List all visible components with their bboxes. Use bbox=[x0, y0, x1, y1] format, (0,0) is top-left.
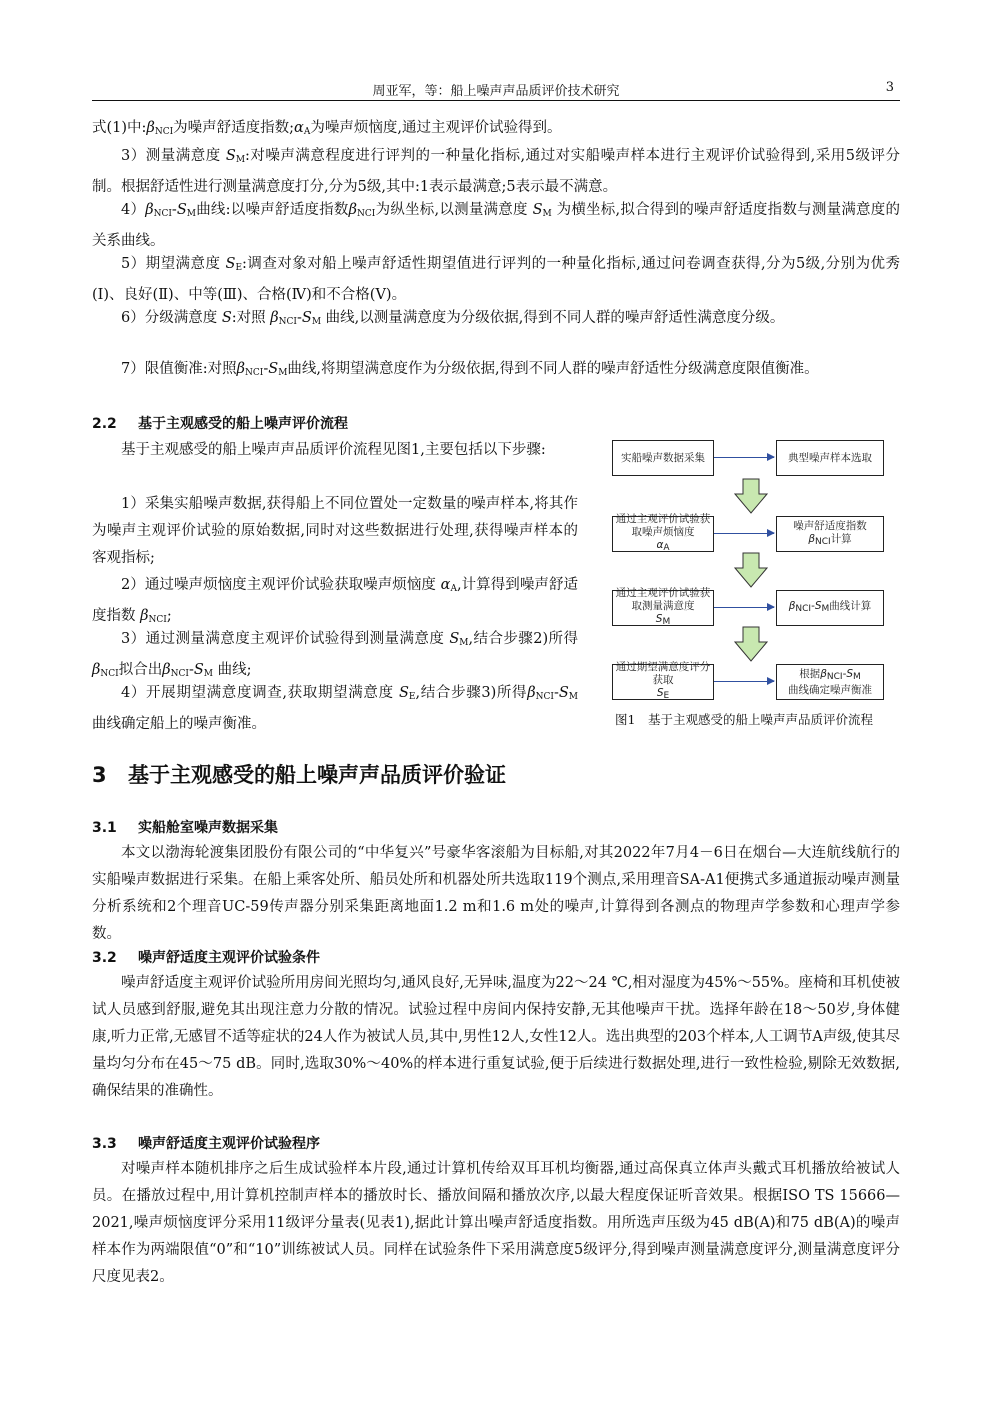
down-block-arrow-3 bbox=[734, 626, 768, 662]
header-title: 周亚军，等：船上噪声声品质评价技术研究 bbox=[372, 84, 620, 99]
section-heading-3-2: 3.2 噪声舒适度主观评价试验条件 bbox=[92, 950, 320, 966]
flow-box-criteria: 根据$\beta_{NCI}-S_M$ 曲线确定噪声衡准 bbox=[776, 664, 884, 700]
paragraph-item-5: 5）期望满意度 $S_E$:调查对象对船上噪声舒适性期望值进行评判的一种量化指标,通过问卷调查获得,分为5级,分别为优秀(Ⅰ)、良好(Ⅱ)、中等(Ⅲ)、合格(Ⅳ)和不合格(Ⅴ)。 bbox=[92, 256, 901, 303]
paragraph-item-6: 6）分级满意度 S:对照 $\beta_{NCI}-S_M$ 曲线,以测量满意度为分级依据,得到不同人群的噪声舒适性满意度分级。 bbox=[121, 310, 785, 327]
section-2-2-step-2: 2）通过噪声烦恼度主观评价试验获取噪声烦恼度 $\alpha_A$,计算得到噪声舒适度指数 $\beta_{NCI}$; bbox=[92, 577, 578, 625]
section-3-3-body: 对噪声样本随机排序之后生成试验样本片段,通过计算机传给双耳耳机均衡器,通过高保真立体声头戴式耳机播放给被试人员。在播放过程中,用计算机控制声样本的播放时长、播放间隔和播放次序,以最大程度保证听音效果。根据ISO TS 15666—2021,噪声烦恼度评分采用11级评分量表(见表1),据此计算出噪声舒适度指数。用所选声压级为45 dB(A)和75 dB(A)的噪声样本作为两端限值“0”和“10”训练被试人员。同样在试验条件下采用满意度5级评分,得到噪声测量满意度评分,测量满意度评分尺度见表2。 bbox=[92, 1161, 900, 1285]
down-block-arrow-2 bbox=[734, 552, 768, 588]
section-3-1-body: 本文以渤海轮渡集团股份有限公司的“中华复兴”号豪华客滚船为目标船,对其2022年7月4－6日在烟台—大连航线航行的实船噪声数据进行采集。在船上乘客处所、船员处所和机器处所共选取119个测点,采用理音SA-A1便携式多通道振动噪声测量分析系统和2个理音UC-59传声器分别采集距离地面1.2 m和1.6 m处的噪声,计算得到各测点的物理声学参数和心理声学参数。 bbox=[92, 845, 900, 942]
flow-box-expectation: 通过期望满意度评分获取 $S_E$ bbox=[612, 664, 714, 700]
figure-1-caption: 图1 基于主观感受的船上噪声声品质评价流程 bbox=[615, 712, 873, 727]
section-2-2-step-1: 1）采集实船噪声数据,获得船上不同位置处一定数量的噪声样本,将其作为噪声主观评价试验的原始数据,同时对这些数据进行处理,获得噪声样本的客观指标; bbox=[92, 496, 578, 566]
section-2-2-step-4: 4）开展期望满意度调查,获取期望满意度 $S_E$,结合步骤3)所得$\beta_{NCI}-S_M$ 曲线确定船上的噪声衡准。 bbox=[92, 685, 578, 732]
flow-arrow-1 bbox=[714, 457, 774, 458]
running-header bbox=[92, 78, 900, 101]
flow-box-comfort-index: 噪声舒适度指数 $\beta_{NCI}$计算 bbox=[776, 516, 884, 552]
flow-box-satisfaction: 通过主观评价试验获取测量满意度 $S_M$ bbox=[612, 590, 714, 626]
section-2-2-step-3: 3）通过测量满意度主观评价试验得到测量满意度 $S_M$,结合步骤2)所得$\beta_{NCI}$拟合出$\beta_{NCI}-S_M$ 曲线; bbox=[92, 631, 578, 679]
figure-1-flowchart bbox=[604, 434, 900, 702]
flow-arrow-4 bbox=[714, 681, 774, 682]
section-heading-2-2: 2.2 基于主观感受的船上噪声评价流程 bbox=[92, 416, 348, 432]
section-2-2-intro: 基于主观感受的船上噪声声品质评价流程见图1,主要包括以下步骤: bbox=[121, 442, 546, 458]
flow-box-curve-calc: $\beta_{NCI}-S_M$曲线计算 bbox=[776, 590, 884, 626]
flow-arrow-3 bbox=[714, 607, 774, 608]
section-heading-3: 3 基于主观感受的船上噪声声品质评价验证 bbox=[92, 763, 506, 787]
section-heading-3-3: 3.3 噪声舒适度主观评价试验程序 bbox=[92, 1136, 320, 1152]
down-block-arrow-1 bbox=[734, 478, 768, 514]
section-3-2-body: 噪声舒适度主观评价试验所用房间光照均匀,通风良好,无异味,温度为22～24 ℃,相对湿度为45%～55%。座椅和耳机使被试人员感到舒服,避免其出现注意力分散的情况。试验过程中房间内保持安静,无其他噪声干扰。选择年龄在18～50岁,身体健康,听力正常,无感冒不适等症状的24人作为被试人员,其中,男性12人,女性12人。选出典型的203个样本,人工调节A声级,使其尽量均匀分布在45～75 dB。同时,选取30%～40%的样本进行重复试验,便于后续进行数据处理,进行一致性检验,剔除无效数据,确保结果的准确性。 bbox=[92, 975, 900, 1099]
paragraph-item-3: 3）测量满意度 $S_M$:对噪声满意程度进行评判的一种量化指标,通过对实船噪声样本进行主观评价试验得到,采用5级评分制。根据舒适性进行测量满意度打分,分为5级,其中:1表示最满意;5表示最不满意。 bbox=[92, 148, 901, 195]
flow-box-select: 典型噪声样本选取 bbox=[776, 440, 884, 476]
paragraph-item-4: $4)\beta_{NCI}-S_M$曲线:以噪声舒适度指数$\beta_{NCI}$为纵坐标,以测量满意度 $S_M$ 为横坐标,拟合得到的噪声舒适度指数与测量满意度的关系曲线。 bbox=[92, 202, 901, 249]
paragraph-item-7: 7）限值衡准:对照$\beta_{NCI}-S_M$曲线,将期望满意度作为分级依据,得到不同人群的噪声舒适性分级满意度限值衡准。 bbox=[121, 361, 819, 378]
paragraph-eq-note: 式(1)中$:\beta_{NCI}$为噪声舒适度指数$;\alpha_A$为噪声烦恼度,通过主观评价试验得到。 bbox=[92, 120, 562, 137]
flow-box-collect: 实船噪声数据采集 bbox=[612, 440, 714, 476]
page-number: 3 bbox=[885, 80, 894, 95]
section-heading-3-1: 3.1 实船舱室噪声数据采集 bbox=[92, 820, 278, 836]
flow-arrow-2 bbox=[714, 533, 774, 534]
flow-box-annoyance: 通过主观评价试验获取噪声烦恼度 $\alpha_A$ bbox=[612, 516, 714, 552]
